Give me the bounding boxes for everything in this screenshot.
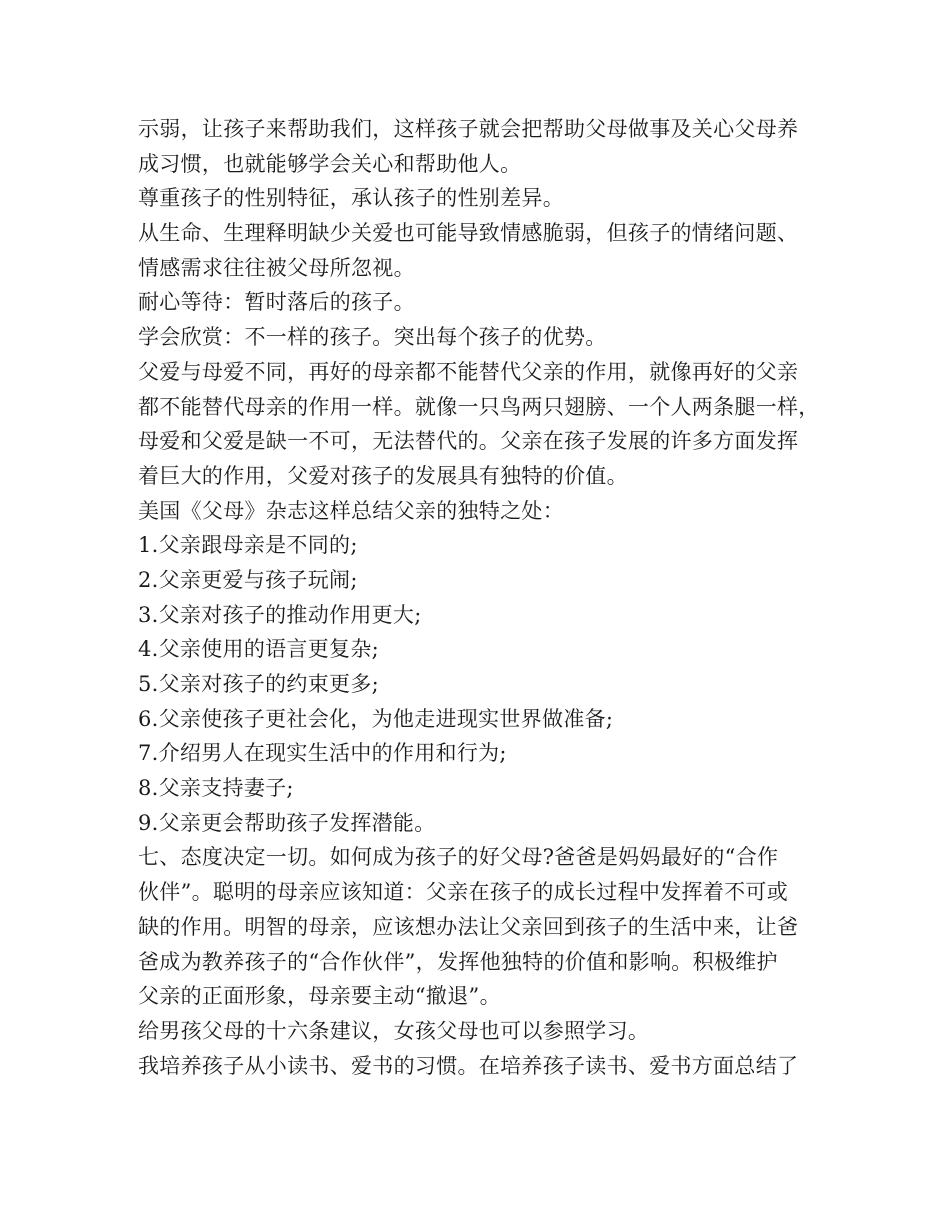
list-item: 9.父亲更会帮助孩子发挥潜能。 <box>138 810 436 835</box>
list-item: 6.父亲使孩子更社会化，为他走进现实世界做准备; <box>138 706 614 731</box>
list-item: 4.父亲使用的语言更复杂; <box>138 637 380 662</box>
document-body <box>138 112 828 1083</box>
list-item: 5.父亲对孩子的约束更多; <box>138 672 380 696</box>
text-line: 给男孩父母的十六条建议，女孩父母也可以参照学习。 <box>138 1018 650 1043</box>
text-line: 情感需求往往被父母所忽视。 <box>138 255 415 280</box>
text-line: 从生命、生理释明缺少关爱也可能导致情感脆弱，但孩子的情绪问题、 <box>138 221 799 246</box>
list-item: 3.父亲对孩子的推动作用更大; <box>138 602 422 627</box>
text-line: 着巨大的作用，父爱对孩子的发展具有独特的价值。 <box>138 463 628 488</box>
text-line: 美国《父母》杂志这样总结父亲的独特之处： <box>138 498 564 523</box>
text-line: 母爱和父爱是缺一不可，无法替代的。父亲在孩子发展的许多方面发挥 <box>138 429 799 454</box>
text-line: 成习惯，也就能够学会关心和帮助他人。 <box>138 151 522 176</box>
text-line: 七、态度决定一切。如何成为孩子的好父母?爸爸是妈妈最好的“合作 <box>138 845 779 870</box>
text-line: 伙伴”。聪明的母亲应该知道：父亲在孩子的成长过程中发挥着不可或 <box>138 880 789 905</box>
list-item: 1.父亲跟母亲是不同的; <box>138 533 358 558</box>
text-line: 缺的作用。明智的母亲，应该想办法让父亲回到孩子的生活中来，让爸 <box>138 914 799 939</box>
text-line: 我培养孩子从小读书、爱书的习惯。在培养孩子读书、爱书方面总结了 <box>138 1053 799 1078</box>
list-item: 7.介绍男人在现实生活中的作用和行为; <box>138 741 507 766</box>
text-line: 父爱与母爱不同，再好的母亲都不能替代父亲的作用，就像再好的父亲 <box>138 359 799 384</box>
text-line: 示弱，让孩子来帮助我们，这样孩子就会把帮助父母做事及关心父母养 <box>138 117 799 141</box>
list-item: 8.父亲支持妻子; <box>138 776 294 801</box>
text-line: 耐心等待：暂时落后的孩子。 <box>138 290 415 315</box>
text-line: 都不能替代母亲的作用一样。就像一只鸟两只翅膀、一个人两条腿一样， <box>138 394 820 419</box>
list-item: 2.父亲更爱与孩子玩闹; <box>138 567 358 592</box>
text-line: 学会欣赏：不一样的孩子。突出每个孩子的优势。 <box>138 325 607 350</box>
text-line: 爸成为教养孩子的“合作伙伴”，发挥他独特的价值和影响。积极维护 <box>138 949 778 974</box>
text-line: 父亲的正面形象，母亲要主动“撤退”。 <box>138 984 501 1009</box>
text-line: 尊重孩子的性别特征，承认孩子的性别差异。 <box>138 186 564 211</box>
